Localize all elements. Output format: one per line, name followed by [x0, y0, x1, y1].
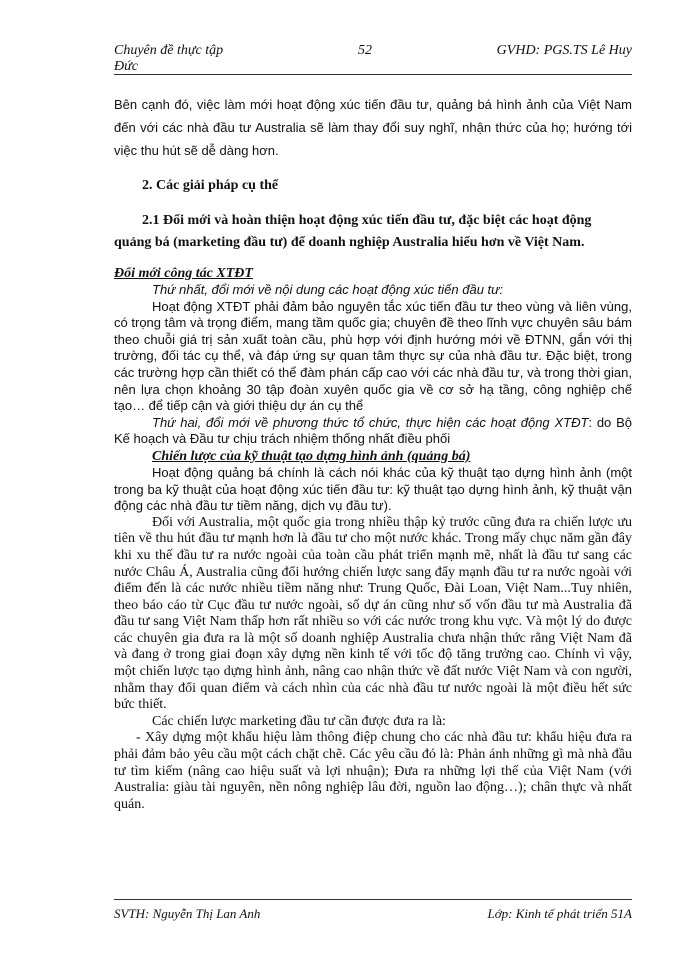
strategy-heading: Chiến lược của kỹ thuật tạo dựng hình ảnh (quảng bá) — [152, 448, 471, 464]
footer-class: Lớp: Kinh tế phát triển 51A — [487, 906, 632, 921]
footer-student: SVTH: Nguyễn Thị Lan Anh — [114, 906, 261, 921]
second-point-title: Thứ hai, đổi mới về phương thức tổ chức, thực hiện các hoạt động XTĐT — [152, 414, 589, 430]
paragraph-australia: Đối với Australia, một quốc gia trong nhiều thập kỷ trước cũng đưa ra chiến lược ưu tiên về thu hút đầu tư mạnh hơn là đầu tư cho một nước khác. Trong mấy chục năm gần đây khi xu thế đầu tư ra nước ngoài của toàn cầu phát triển mạnh mẽ, nhất là đầu tư sang các nước Châu Á, Australia cũng đổi hướng chiến lược sang đẩy mạnh đầu tư ra nước ngoài với điểm đến là các nước nhiều tiềm năng như: Trung Quốc, Đài Loan, Việt Nam...Tuy nhiên, theo báo cáo từ Cục đầu tư nước ngoài, số dự án cũng như số vốn đầu tư mà Australia đã đầu tư sang Việt Nam thấp hơn rất nhiều so với các nước trong khu vực. Và một lý do được các chuyên gia đưa ra là một số doanh nghiệp Australia chưa nhận thức rằng Việt Nam đã và đang ở trong giai đoạn xây dựng nền kinh tế với tốc độ tăng trưởng cao. Chính vì vậy, một chiến lược tạo dựng hình ảnh, nâng cao nhận thức về đất nước Việt Nam và con người, nhằm thay đổi quan điểm và cách nhìn của các nhà đầu tư nước ngoài là một điều hết sức bức thiết. — [114, 514, 632, 713]
intro-paragraph: Bên cạnh đó, việc làm mới hoạt động xúc tiến đầu tư, quảng bá hình ảnh của Việt Nam đến với các nhà đầu tư Australia sẽ làm thay đổi suy nghĩ, nhận thức của họ; hướng tới việc thu hút sẽ dễ dàng hơn. — [114, 97, 632, 158]
header-supervisor: GVHD: PGS.TS Lê Huy — [496, 43, 632, 58]
paragraph-slogan: - Xây dựng một khẩu hiệu làm thông điệp chung cho các nhà đầu tư: khẩu hiệu đưa ra phải đảm bảo yêu cầu một cách chặt chẽ. Các yêu cầu đó là: Phản ánh những gì mà nhà đầu tư tìm kiếm (nâng cao hiệu suất và lợi nhuận); Đưa ra những lợi thế của Việt Nam (với Australia: giàu tài nguyên, nền nông nghiệp lâu đời, nguồn lao động…); chân thực và nhất quán. — [114, 730, 632, 812]
paragraph-image-building: Hoạt động quảng bá chính là cách nói khác của kỹ thuật tạo dựng hình ảnh (một trong ba kỹ thuật của hoạt động xúc tiến đầu tư: kỹ thuật tạo dựng hình ảnh, kỹ thuật vận động các nhà đầu tư tiềm năng, dịch vụ đầu tư). — [114, 464, 632, 514]
header-title-continued: Đức — [114, 59, 138, 74]
paragraph-strategies-intro: Các chiến lược marketing đầu tư cần được đưa ra là: — [152, 713, 446, 729]
second-point-text: : do Bộ Kế hoạch và Đầu tư chịu trách nhiệm thống nhất điều phối — [114, 414, 632, 447]
footer-rule — [114, 899, 632, 900]
renew-heading: Đổi mới công tác XTĐT — [114, 266, 253, 281]
paragraph-content-renewal: Hoạt động XTĐT phải đảm bảo nguyên tắc xúc tiến đầu tư theo vùng và liên vùng, có trọng tâm và trọng điểm, mang tầm quốc gia; chuyên đề theo lĩnh vực chuyên sâu bám theo chuỗi giá trị sản xuất toàn cầu, phù hợp với định hướng mới về ĐTNN, gắn với thị trường, đối tác cụ thể, và đáp ứng sự quan tâm thực sự của nhà đầu tư. Đặc biệt, trong các trường hợp cần thiết có thể đàm phán cấp cao với các nhà đầu tư, và trong thời gian, nên lựa chọn khoảng 30 tập đoàn xuyên quốc gia về cơ sở hạ tầng, công nghiệp chế tạo… để tiếp cận và giới thiệu dự án cụ thể — [114, 298, 632, 414]
page-number: 52 — [358, 43, 372, 58]
first-point: Thứ nhất, đổi mới về nội dung các hoạt động xúc tiến đầu tư: — [152, 282, 503, 297]
header-title: Chuyên đề thực tập — [114, 43, 224, 58]
second-point — [114, 415, 632, 448]
section-heading: 2. Các giải pháp cụ thể — [142, 178, 279, 193]
header-rule — [114, 74, 632, 75]
page-body — [114, 93, 632, 813]
subsection-heading: 2.1 Đổi mới và hoàn thiện hoạt động xúc tiến đầu tư, đặc biệt các hoạt động quảng bá (marketing đầu tư) để doanh nghiệp Australia hiểu hơn về Việt Nam. — [114, 213, 592, 250]
